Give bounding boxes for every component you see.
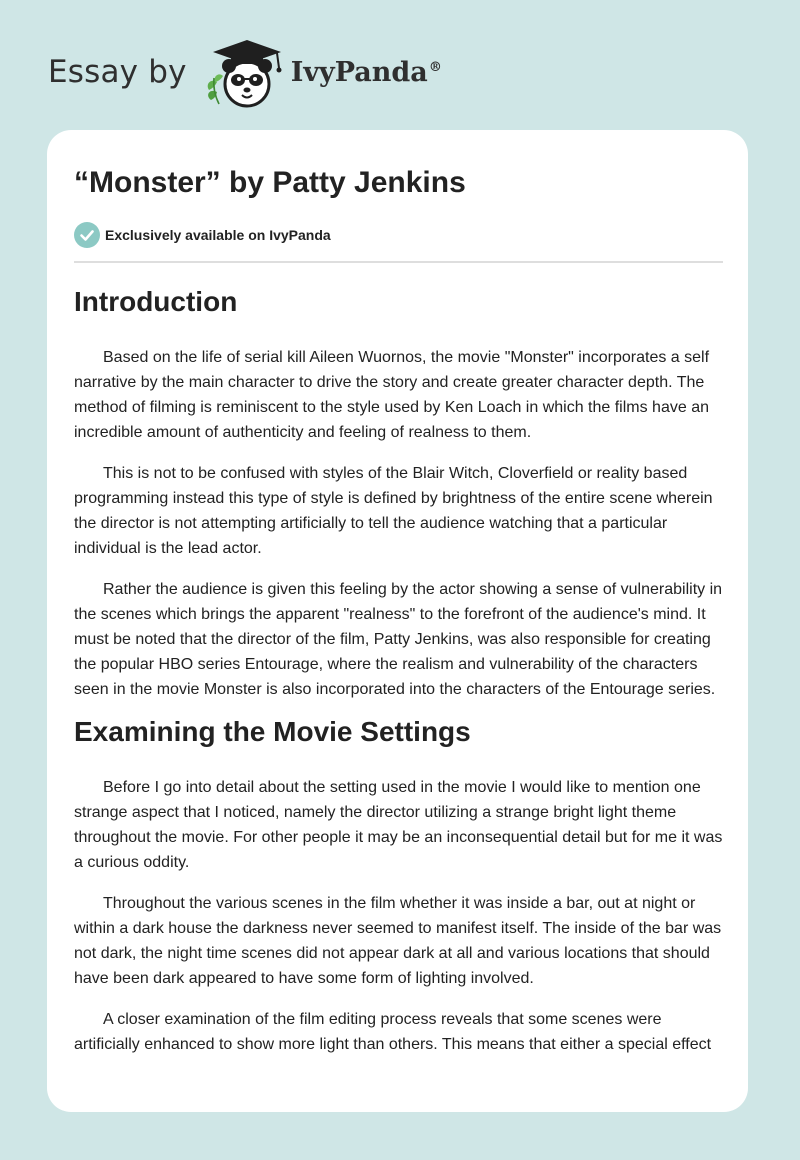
- brand-name: IvyPanda®: [290, 56, 442, 88]
- paragraph: Rather the audience is given this feeling by the actor showing a sense of vulnerability in the scenes which brings the apparent "realness" to the forefront of the audience's mind. It must be noted that the director of the film, Patty Jenkins, was also responsible for creating the popular HBO series Entourage, where the realism and vulnerability of the characters seen in the movie Monster is also incorporated into the characters of the Entourage series.: [74, 581, 723, 698]
- paragraph: Throughout the various scenes in the film whether it was inside a bar, out at night or within a dark house the darkness never seemed to manifest itself. The inside of the bar was not dark, the night time scenes did not appear dark at all and various locations that should have been dark appeared to have some form of lighting involved.: [74, 895, 722, 987]
- paragraph: Based on the life of serial kill Aileen Wuornos, the movie "Monster" incorporates a self narrative by the main character to drive the story and create greater character depth. The method of filming is reminiscent to the style used by Ken Loach in which the films have an incredible amount of authenticity and feeling of realness to them.: [74, 349, 710, 441]
- brand-header: [48, 34, 442, 110]
- panda-logo-icon: [201, 34, 287, 110]
- section-heading: Examining the Movie Settings: [74, 716, 471, 747]
- paragraph: This is not to be confused with styles of the Blair Witch, Cloverfield or reality based programming instead this type of style is defined by brightness of the entire scene wherein the director is not attempting artificially to tell the audience watching that a particular individual is the lead actor.: [74, 465, 713, 557]
- exclusive-badge-text: Exclusively available on IvyPanda: [105, 227, 331, 243]
- checkmark-icon: [74, 222, 100, 248]
- section-heading: Introduction: [74, 286, 238, 317]
- exclusive-badge: [74, 222, 331, 248]
- essay-title: “Monster” by Patty Jenkins: [74, 166, 466, 199]
- divider: [74, 261, 723, 263]
- essay-card: [47, 130, 748, 1112]
- paragraph: Before I go into detail about the setting used in the movie I would like to mention one strange aspect that I noticed, namely the director utilizing a strange bright light theme throughout the movie. For other people it may be an inconsequential detail but for me it was a curious oddity.: [74, 779, 723, 871]
- paragraph: A closer examination of the film editing process reveals that some scenes were artificially enhanced to show more light than others. This means that either a special effect: [74, 1011, 712, 1053]
- essay-body: [74, 280, 723, 1057]
- brand-prefix: Essay by: [48, 54, 187, 90]
